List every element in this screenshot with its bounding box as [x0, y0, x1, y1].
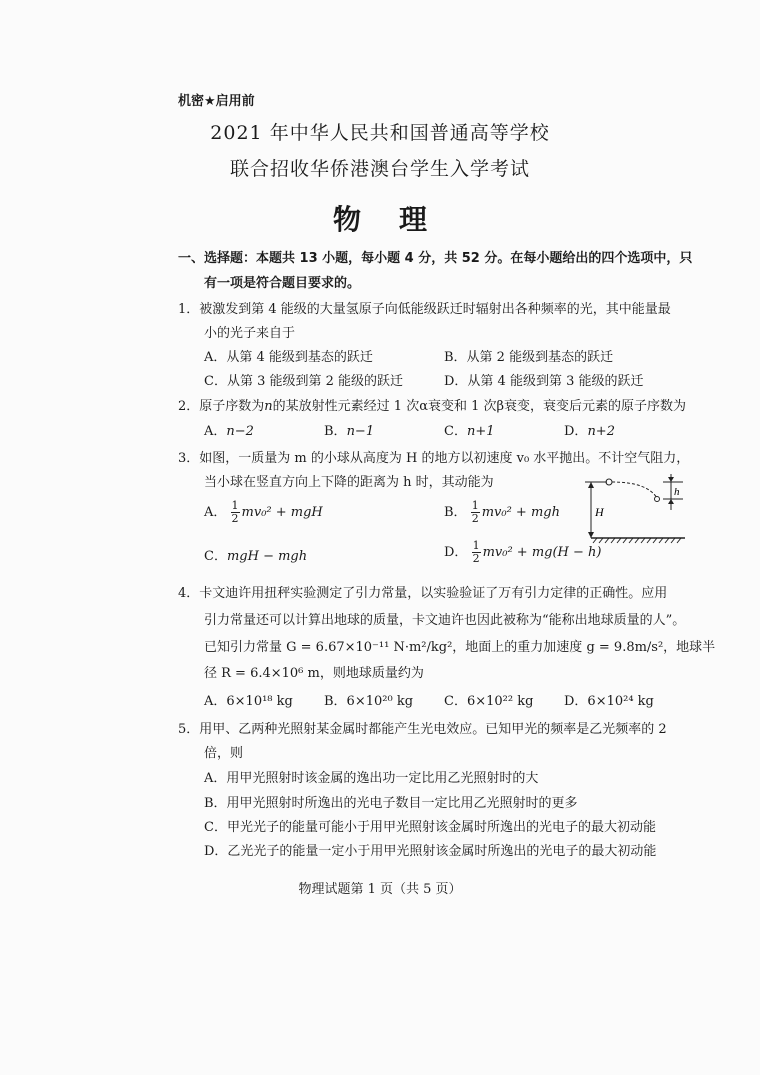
q1-option-a: A．从第 4 能级到基态的跃迁	[204, 350, 373, 365]
page-footer: 物理试题第 1 页（共 5 页）	[298, 882, 462, 897]
q3-option-c-text: mgH − mgh	[226, 549, 308, 564]
exam-title-line2: 联合招收华侨港澳台学生入学考试	[229, 158, 530, 180]
section-heading: 一、选择题：本题共 13 小题，每小题 4 分，共 52 分。在每小题给出的四个选项中，只	[178, 251, 693, 266]
q3-option-a-text: mv₀² + mgH	[241, 505, 323, 520]
q2-option-d-label: D．	[564, 424, 588, 439]
q3-option-b	[444, 500, 560, 525]
projectile-diagram	[577, 474, 687, 546]
q1-option-d: D．从第 4 能级到第 3 能级的跃迁	[444, 374, 644, 389]
q3-option-a-label: A．	[204, 505, 227, 520]
arrow-down-icon	[588, 532, 594, 538]
q4-option-d: D．6×10²⁴ kg	[564, 694, 654, 709]
q4-stem-line2: 引力常量还可以计算出地球的质量，卡文迪许也因此被称为“能称出地球质量的人”。	[204, 613, 686, 628]
q4-option-b: B．6×10²⁰ kg	[324, 694, 414, 709]
q5-stem-line1: 5．用甲、乙两种光照射某金属时都能产生光电效应。已知甲光的频率是乙光频率的 2	[178, 722, 667, 737]
q3-option-b-fraction	[471, 500, 480, 525]
q3-option-c-label: C．	[204, 549, 227, 564]
subject-title: 物理	[332, 203, 465, 236]
q2-stem	[178, 395, 686, 414]
label-h: h	[674, 486, 680, 498]
q3-option-d-text: mv₀² + mg(H − h)	[482, 545, 602, 560]
q1-option-b: B．从第 2 能级到基态的跃迁	[444, 350, 614, 365]
q1-stem-line2: 小的光子来自于	[204, 326, 296, 341]
arrow-up-icon	[668, 499, 674, 504]
label-H: H	[595, 505, 604, 519]
q5-option-b: B．用甲光照射时所逸出的光电子数目一定比用乙光照射时的更多	[204, 796, 578, 811]
arrow-down-icon	[668, 477, 674, 482]
q5-option-d: D．乙光光子的能量一定小于用甲光照射该金属时所逸出的光电子的最大初动能	[204, 844, 657, 859]
q2-option-c-text: n+1	[466, 424, 495, 439]
frac-denominator: 2	[472, 552, 480, 565]
trajectory-path	[612, 482, 657, 498]
q1-option-c: C．从第 3 能级到第 2 能级的跃迁	[204, 374, 404, 389]
exam-title-line1: 2021 年中华人民共和国普通高等学校	[210, 122, 550, 144]
q2-var-n: n	[264, 399, 273, 414]
q2-option-d	[564, 420, 615, 439]
q3-stem-line1: 3．如图，一质量为 m 的小球从高度为 H 的地方以初速度 v₀ 水平抛出。不计空气阻力，	[178, 451, 690, 466]
q3-option-b-label: B．	[444, 505, 467, 520]
q3-option-a	[204, 500, 323, 525]
q3-option-a-fraction	[231, 500, 240, 525]
q5-option-c: C．甲光光子的能量可能小于用甲光照射该金属时所逸出的光电子的最大初动能	[204, 820, 656, 835]
q2-option-b-text: n−1	[346, 424, 375, 439]
q3-option-b-text: mv₀² + mgh	[481, 505, 560, 520]
q4-option-a: A．6×10¹⁸ kg	[204, 694, 293, 709]
frac-numerator: 1	[472, 539, 480, 552]
q4-option-c: C．6×10²² kg	[444, 694, 534, 709]
q4-stem-line1: 4．卡文迪许用扭秤实验测定了引力常量，以实验验证了万有引力定律的正确性。应用	[178, 586, 668, 601]
q2-option-b	[324, 420, 374, 439]
confidential-stamp: 机密★启用前	[178, 94, 255, 109]
q3-option-d-fraction	[472, 540, 481, 565]
q2-stem-pre: 2．原子序数为	[178, 399, 265, 414]
q2-option-b-label: B．	[324, 424, 347, 439]
q2-option-a-label: A．	[204, 424, 227, 439]
q1-stem-line1: 1．被激发到第 4 能级的大量氢原子向低能级跃迁时辐射出各种频率的光，其中能量最	[178, 302, 671, 317]
frac-numerator: 1	[231, 499, 239, 512]
frac-denominator: 2	[231, 512, 239, 525]
frac-denominator: 2	[471, 512, 479, 525]
q2-option-a-text: n−2	[226, 424, 254, 439]
q5-stem-line2: 倍，则	[204, 746, 244, 761]
ground-hatching	[593, 538, 681, 543]
q2-option-a	[204, 420, 254, 439]
q2-stem-post: 的某放射性元素经过 1 次α衰变和 1 次β衰变，衰变后元素的原子序数为	[272, 399, 687, 414]
q4-stem-line3: 已知引力常量 G = 6.67×10⁻¹¹ N·m²/kg²，地面上的重力加速度 g = 9.8m/s²，地球半	[204, 640, 716, 655]
q3-option-d-label: D．	[444, 545, 468, 560]
q4-stem-line4: 径 R = 6.4×10⁶ m，则地球质量约为	[204, 666, 424, 681]
q3-option-c	[204, 545, 307, 564]
section-heading-cont: 有一项是符合题目要求的。	[204, 276, 361, 291]
q5-option-a: A．用甲光照射时该金属的逸出功一定比用乙光照射时的大	[204, 771, 539, 786]
arrow-up-icon	[588, 482, 594, 488]
q2-option-c-label: C．	[444, 424, 467, 439]
q3-stem-line2: 当小球在竖直方向上下降的距离为 h 时，其动能为	[204, 475, 494, 490]
q2-option-c	[444, 420, 495, 439]
ball-end-icon	[655, 497, 660, 502]
q2-option-d-text: n+2	[587, 424, 615, 439]
frac-numerator: 1	[471, 499, 479, 512]
